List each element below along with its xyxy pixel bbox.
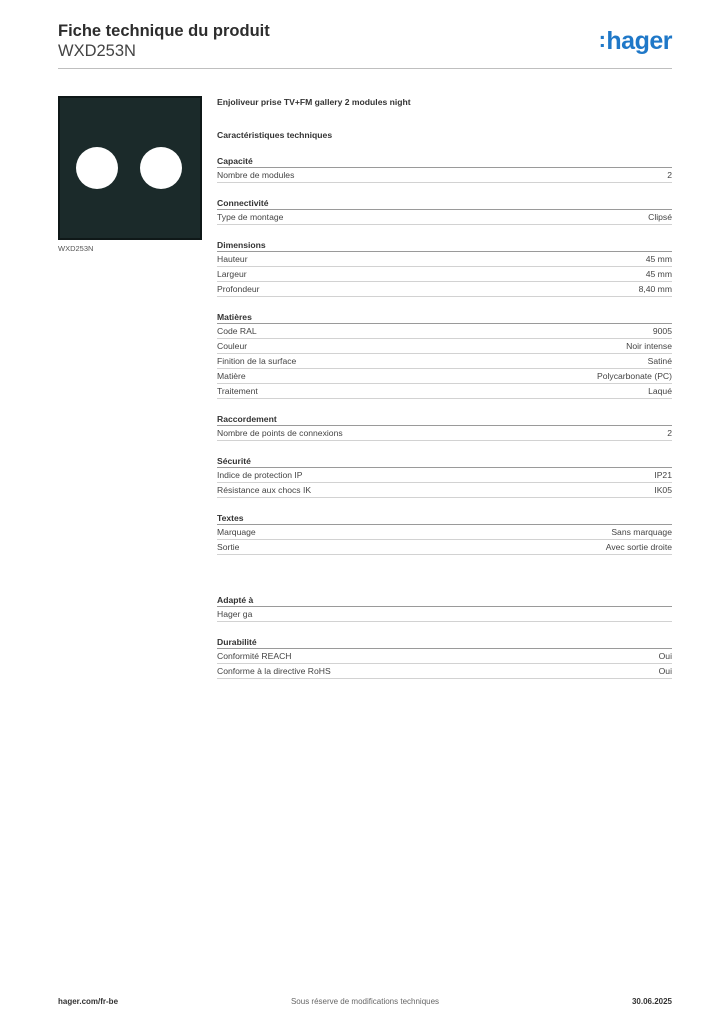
spec-label: Couleur	[217, 341, 248, 351]
spec-label: Conformité REACH	[217, 651, 292, 661]
spec-row	[217, 168, 672, 183]
spec-group-title: Sécurité	[217, 455, 672, 468]
spec-row	[217, 468, 672, 483]
spec-group-title: Connectivité	[217, 197, 672, 210]
spec-group-title: Raccordement	[217, 413, 672, 426]
footer-date: 30.06.2025	[631, 997, 672, 1006]
spec-label: Matière	[217, 371, 246, 381]
spec-value: 2	[667, 428, 672, 438]
spec-label: Traitement	[217, 386, 258, 396]
technical-sheet	[217, 96, 672, 679]
spec-label: Nombre de modules	[217, 170, 295, 180]
spec-label: Marquage	[217, 527, 256, 537]
tv-socket-hole	[76, 147, 118, 189]
characteristics-list	[217, 155, 672, 679]
spec-value: Noir intense	[626, 341, 672, 351]
spec-value: 2	[667, 170, 672, 180]
spec-row	[217, 607, 672, 622]
product-name: Enjoliveur prise TV+FM gallery 2 modules night	[217, 97, 411, 107]
spec-label: Profondeur	[217, 284, 260, 294]
spec-group-title: Durabilité	[217, 636, 672, 649]
spec-value: IP21	[654, 470, 672, 480]
spec-group	[217, 594, 672, 622]
spec-group	[217, 197, 672, 225]
product-reference: WXD253N	[58, 42, 136, 60]
footer-notice: Sous réserve de modifications techniques	[290, 997, 440, 1006]
spec-label: Conforme à la directive RoHS	[217, 666, 331, 676]
spec-label: Hager ga	[217, 609, 253, 619]
spec-group	[217, 636, 672, 679]
spec-label: Largeur	[217, 269, 247, 279]
spec-value: Laqué	[648, 386, 672, 396]
spec-row	[217, 339, 672, 354]
spec-label: Type de montage	[217, 212, 284, 222]
spec-value: 9005	[652, 326, 672, 336]
spec-group-title: Textes	[217, 512, 672, 525]
spec-group-title: Matières	[217, 311, 672, 324]
hager-logo: :hager	[598, 27, 672, 55]
spec-group	[217, 239, 672, 297]
spec-value: IK05	[654, 485, 672, 495]
section-title: Caractéristiques techniques	[217, 130, 333, 140]
spec-row	[217, 483, 672, 498]
spec-value: 45 mm	[645, 254, 672, 264]
spec-group-title: Capacité	[217, 155, 672, 168]
spec-label: Nombre de points de connexions	[217, 428, 343, 438]
header-divider	[58, 68, 672, 69]
spec-row	[217, 426, 672, 441]
spec-value: Avec sortie droite	[605, 542, 672, 552]
spec-value: Clipsé	[648, 212, 672, 222]
spec-label: Résistance aux chocs IK	[217, 485, 312, 495]
spec-value: Polycarbonate (PC)	[597, 371, 672, 381]
spec-row	[217, 210, 672, 225]
spec-row	[217, 267, 672, 282]
spec-label: Finition de la surface	[217, 356, 297, 366]
spec-group-title: Dimensions	[217, 239, 672, 252]
spec-row	[217, 354, 672, 369]
spec-group	[217, 455, 672, 498]
image-caption: WXD253N	[58, 244, 94, 253]
spec-value: Satiné	[647, 356, 672, 366]
spec-value: Oui	[658, 651, 672, 661]
spec-row	[217, 664, 672, 679]
spec-value: 45 mm	[645, 269, 672, 279]
page-header	[58, 21, 672, 61]
spec-label: Hauteur	[217, 254, 248, 264]
product-image	[58, 96, 202, 240]
spec-group	[217, 413, 672, 441]
spec-value: Oui	[658, 666, 672, 676]
spec-value: 8,40 mm	[638, 284, 672, 294]
spec-label: Indice de protection IP	[217, 470, 303, 480]
spec-row	[217, 540, 672, 555]
spec-row	[217, 282, 672, 297]
spec-row	[217, 252, 672, 267]
spec-row	[217, 324, 672, 339]
footer-website: hager.com/fr-be	[58, 997, 119, 1006]
spec-group	[217, 311, 672, 399]
spec-label: Sortie	[217, 542, 240, 552]
fm-socket-hole	[140, 147, 182, 189]
spec-group	[217, 512, 672, 555]
spec-group	[217, 155, 672, 183]
spec-row	[217, 525, 672, 540]
spec-value: Sans marquage	[611, 527, 672, 537]
spec-row	[217, 384, 672, 399]
document-title: Fiche technique du produit	[58, 22, 270, 40]
spec-group-title: Adapté à	[217, 594, 672, 607]
spec-label: Code RAL	[217, 326, 257, 336]
spec-row	[217, 369, 672, 384]
spec-row	[217, 649, 672, 664]
